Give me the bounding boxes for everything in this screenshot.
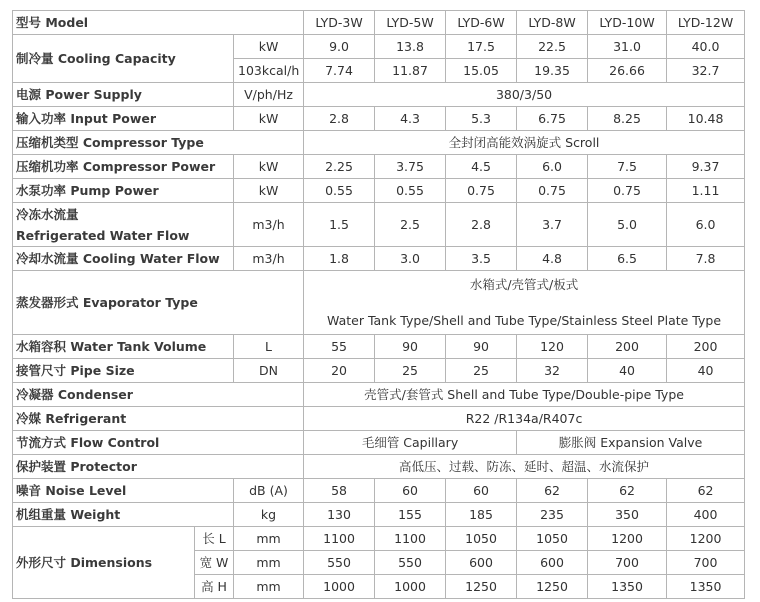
model-name: LYD-5W bbox=[375, 11, 446, 35]
model-label: 型号 Model bbox=[13, 11, 304, 35]
merged-value-cell: R22 /R134a/R407c bbox=[304, 407, 745, 431]
value-cell: 32.7 bbox=[667, 59, 745, 83]
value-cell: 15.05 bbox=[446, 59, 517, 83]
value-cell: 3.7 bbox=[517, 203, 588, 247]
value-cell: 700 bbox=[588, 551, 667, 575]
flow-control-small-value: 毛细管 Capillary bbox=[304, 431, 517, 455]
model-name: LYD-6W bbox=[446, 11, 517, 35]
value-cell: 17.5 bbox=[446, 35, 517, 59]
value-cell: 22.5 bbox=[517, 35, 588, 59]
unit-cell: L bbox=[234, 335, 304, 359]
value-cell: 3.0 bbox=[375, 247, 446, 271]
value-cell: 5.0 bbox=[588, 203, 667, 247]
value-cell: 62 bbox=[517, 479, 588, 503]
value-cell: 185 bbox=[446, 503, 517, 527]
condenser-label: 冷凝器 Condenser bbox=[13, 383, 304, 407]
cooling-water-flow-label: 冷却水流量 Cooling Water Flow bbox=[13, 247, 234, 271]
value-cell: 19.35 bbox=[517, 59, 588, 83]
value-cell: 2.8 bbox=[304, 107, 375, 131]
condenser-row bbox=[13, 383, 745, 407]
unit-cell: m3/h bbox=[234, 203, 304, 247]
refrigerated-water-flow-label bbox=[13, 203, 234, 247]
value-cell: 0.75 bbox=[517, 179, 588, 203]
weight-label: 机组重量 Weight bbox=[13, 503, 234, 527]
value-cell: 58 bbox=[304, 479, 375, 503]
compressor-power-row bbox=[13, 155, 745, 179]
value-cell: 600 bbox=[517, 551, 588, 575]
value-cell: 3.75 bbox=[375, 155, 446, 179]
dimensions-label: 外形尺寸 Dimensions bbox=[13, 527, 195, 599]
value-cell: 4.3 bbox=[375, 107, 446, 131]
refrigerant-row bbox=[13, 407, 745, 431]
value-cell: 1200 bbox=[667, 527, 745, 551]
protector-row bbox=[13, 455, 745, 479]
value-cell: 26.66 bbox=[588, 59, 667, 83]
weight-row bbox=[13, 503, 745, 527]
value-cell: 6.0 bbox=[667, 203, 745, 247]
value-cell: 1000 bbox=[304, 575, 375, 599]
value-cell: 0.55 bbox=[304, 179, 375, 203]
value-cell: 2.5 bbox=[375, 203, 446, 247]
value-cell: 11.87 bbox=[375, 59, 446, 83]
value-cell: 62 bbox=[588, 479, 667, 503]
power-supply-row bbox=[13, 83, 745, 107]
value-cell: 40.0 bbox=[667, 35, 745, 59]
value-cell: 1350 bbox=[588, 575, 667, 599]
input-power-label: 输入功率 Input Power bbox=[13, 107, 234, 131]
pump-power-row bbox=[13, 179, 745, 203]
value-cell: 32 bbox=[517, 359, 588, 383]
pipe-size-row bbox=[13, 359, 745, 383]
model-name: LYD-12W bbox=[667, 11, 745, 35]
refrigerant-label: 冷媒 Refrigerant bbox=[13, 407, 304, 431]
value-cell: 350 bbox=[588, 503, 667, 527]
evaporator-value-en: Water Tank Type/Shell and Tube Type/Stainless Steel Plate Type bbox=[327, 313, 722, 328]
merged-value-cell: 全封闭高能效涡旋式 Scroll bbox=[304, 131, 745, 155]
value-cell: 1000 bbox=[375, 575, 446, 599]
unit-cell: mm bbox=[234, 575, 304, 599]
value-cell: 0.75 bbox=[588, 179, 667, 203]
value-cell: 400 bbox=[667, 503, 745, 527]
value-cell: 200 bbox=[667, 335, 745, 359]
value-cell: 25 bbox=[375, 359, 446, 383]
header-row bbox=[13, 11, 745, 35]
protector-label: 保护装置 Protector bbox=[13, 455, 304, 479]
pipe-size-label: 接管尺寸 Pipe Size bbox=[13, 359, 234, 383]
value-cell: 40 bbox=[667, 359, 745, 383]
refrigerated-water-flow-row bbox=[13, 203, 745, 247]
unit-cell: kg bbox=[234, 503, 304, 527]
value-cell: 7.5 bbox=[588, 155, 667, 179]
unit-cell: dB (A) bbox=[234, 479, 304, 503]
value-cell: 130 bbox=[304, 503, 375, 527]
value-cell: 1250 bbox=[517, 575, 588, 599]
value-cell: 4.8 bbox=[517, 247, 588, 271]
value-cell: 13.8 bbox=[375, 35, 446, 59]
label-en: Refrigerated Water Flow bbox=[16, 227, 190, 243]
unit-cell: mm bbox=[234, 527, 304, 551]
cooling-capacity-row bbox=[13, 35, 745, 59]
evaporator-type-row bbox=[13, 271, 745, 335]
value-cell: 550 bbox=[375, 551, 446, 575]
merged-value-cell bbox=[304, 271, 745, 335]
power-supply-label: 电源 Power Supply bbox=[13, 83, 234, 107]
compressor-power-label: 压缩机功率 Compressor Power bbox=[13, 155, 234, 179]
value-cell: 9.37 bbox=[667, 155, 745, 179]
value-cell: 600 bbox=[446, 551, 517, 575]
pump-power-label: 水泵功率 Pump Power bbox=[13, 179, 234, 203]
value-cell: 155 bbox=[375, 503, 446, 527]
value-cell: 3.5 bbox=[446, 247, 517, 271]
model-name: LYD-8W bbox=[517, 11, 588, 35]
value-cell: 2.8 bbox=[446, 203, 517, 247]
value-cell: 120 bbox=[517, 335, 588, 359]
dimension-sub-label: 宽 W bbox=[195, 551, 234, 575]
unit-cell: mm bbox=[234, 551, 304, 575]
value-cell: 1200 bbox=[588, 527, 667, 551]
value-cell: 1350 bbox=[667, 575, 745, 599]
noise-level-label: 噪音 Noise Level bbox=[13, 479, 234, 503]
value-cell: 1050 bbox=[517, 527, 588, 551]
value-cell: 60 bbox=[375, 479, 446, 503]
value-cell: 1.5 bbox=[304, 203, 375, 247]
unit-cell: V/ph/Hz bbox=[234, 83, 304, 107]
value-cell: 62 bbox=[667, 479, 745, 503]
water-tank-volume-label: 水箱容积 Water Tank Volume bbox=[13, 335, 234, 359]
value-cell: 2.25 bbox=[304, 155, 375, 179]
cooling-capacity-label: 制冷量 Cooling Capacity bbox=[13, 35, 234, 83]
value-cell: 31.0 bbox=[588, 35, 667, 59]
model-name: LYD-3W bbox=[304, 11, 375, 35]
value-cell: 5.3 bbox=[446, 107, 517, 131]
value-cell: 6.0 bbox=[517, 155, 588, 179]
value-cell: 9.0 bbox=[304, 35, 375, 59]
model-name: LYD-10W bbox=[588, 11, 667, 35]
evaporator-value-cn: 水箱式/壳管式/板式 bbox=[469, 277, 579, 292]
unit-cell: 103kcal/h bbox=[234, 59, 304, 83]
value-cell: 0.55 bbox=[375, 179, 446, 203]
input-power-row bbox=[13, 107, 745, 131]
flow-control-large-value: 膨胀阀 Expansion Valve bbox=[517, 431, 745, 455]
value-cell: 6.75 bbox=[517, 107, 588, 131]
dimension-sub-label: 长 L bbox=[195, 527, 234, 551]
merged-value-cell: 高低压、过载、防冻、延时、超温、水流保护 bbox=[304, 455, 745, 479]
noise-level-row bbox=[13, 479, 745, 503]
compressor-type-row bbox=[13, 131, 745, 155]
value-cell: 1250 bbox=[446, 575, 517, 599]
compressor-type-label: 压缩机类型 Compressor Type bbox=[13, 131, 304, 155]
value-cell: 25 bbox=[446, 359, 517, 383]
value-cell: 550 bbox=[304, 551, 375, 575]
value-cell: 40 bbox=[588, 359, 667, 383]
water-tank-volume-row bbox=[13, 335, 745, 359]
spec-table bbox=[12, 10, 745, 599]
value-cell: 0.75 bbox=[446, 179, 517, 203]
value-cell: 1050 bbox=[446, 527, 517, 551]
value-cell: 4.5 bbox=[446, 155, 517, 179]
evaporator-type-label: 蒸发器形式 Evaporator Type bbox=[13, 271, 304, 335]
dimensions-length-row bbox=[13, 527, 745, 551]
value-cell: 1.8 bbox=[304, 247, 375, 271]
value-cell: 90 bbox=[446, 335, 517, 359]
value-cell: 60 bbox=[446, 479, 517, 503]
dimension-sub-label: 高 H bbox=[195, 575, 234, 599]
value-cell: 55 bbox=[304, 335, 375, 359]
unit-cell: m3/h bbox=[234, 247, 304, 271]
flow-control-row bbox=[13, 431, 745, 455]
unit-cell: kW bbox=[234, 107, 304, 131]
unit-cell: kW bbox=[234, 155, 304, 179]
value-cell: 235 bbox=[517, 503, 588, 527]
value-cell: 1.11 bbox=[667, 179, 745, 203]
flow-control-label: 节流方式 Flow Control bbox=[13, 431, 304, 455]
value-cell: 8.25 bbox=[588, 107, 667, 131]
value-cell: 1100 bbox=[375, 527, 446, 551]
unit-cell: kW bbox=[234, 35, 304, 59]
value-cell: 6.5 bbox=[588, 247, 667, 271]
cooling-water-flow-row bbox=[13, 247, 745, 271]
value-cell: 90 bbox=[375, 335, 446, 359]
merged-value-cell: 380/3/50 bbox=[304, 83, 745, 107]
value-cell: 1100 bbox=[304, 527, 375, 551]
value-cell: 10.48 bbox=[667, 107, 745, 131]
label-cn: 冷冻水流量 bbox=[16, 206, 79, 222]
merged-value-cell: 壳管式/套管式 Shell and Tube Type/Double-pipe Type bbox=[304, 383, 745, 407]
unit-cell: kW bbox=[234, 179, 304, 203]
unit-cell: DN bbox=[234, 359, 304, 383]
value-cell: 7.8 bbox=[667, 247, 745, 271]
value-cell: 200 bbox=[588, 335, 667, 359]
value-cell: 20 bbox=[304, 359, 375, 383]
value-cell: 700 bbox=[667, 551, 745, 575]
value-cell: 7.74 bbox=[304, 59, 375, 83]
